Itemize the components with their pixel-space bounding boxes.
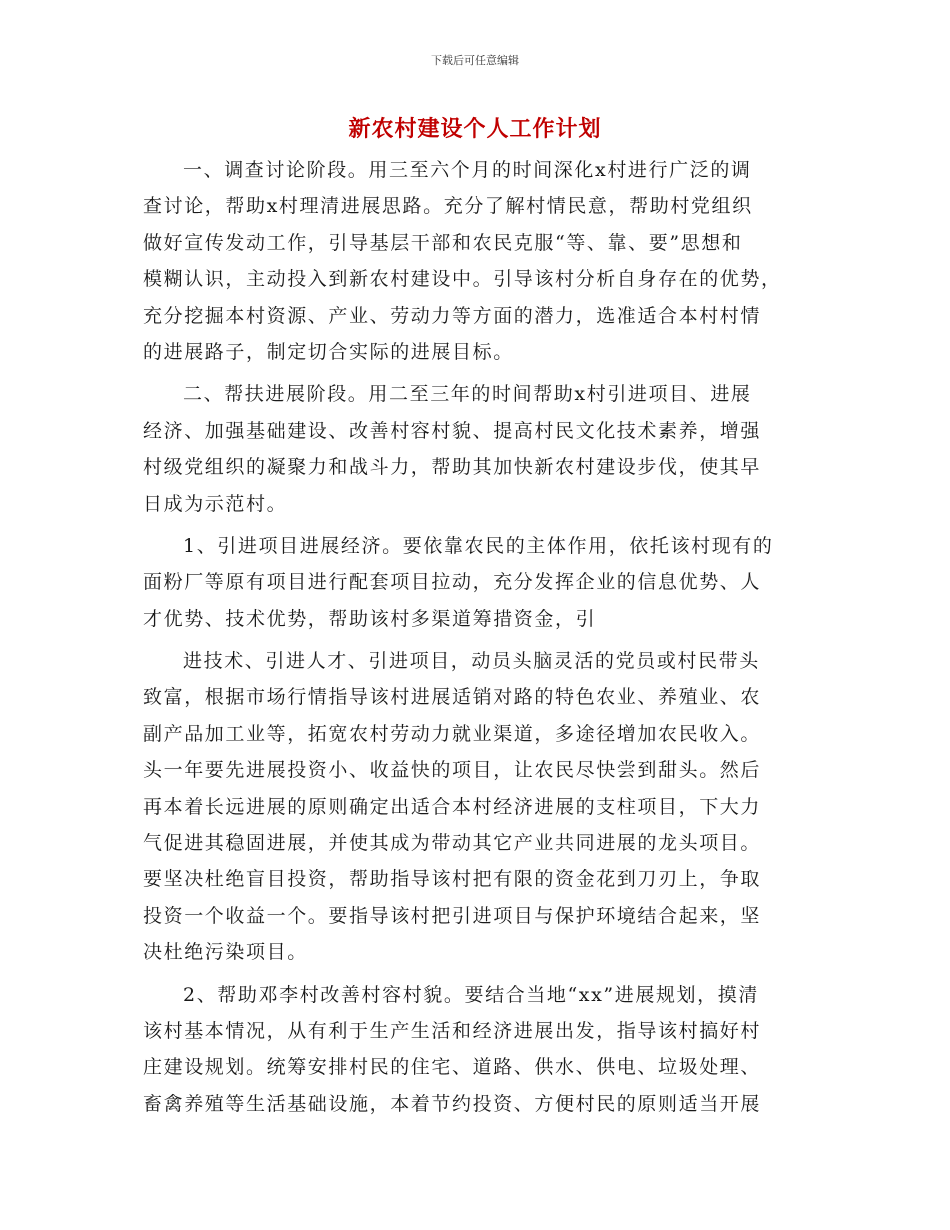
- text-line: 的进展路子，制定切合实际的进展目标。: [143, 340, 514, 363]
- page-header: 下载后可任意编辑: [431, 54, 519, 67]
- paragraph-3: [143, 528, 808, 637]
- text-line: 2、帮助邓李村改善村容村貌。要结合当地“xx”进展规划，摸清: [183, 983, 759, 1006]
- text-line: 面粉厂等原有项目进行配套项目拉动，充分发挥企业的信息优势、人: [143, 571, 762, 594]
- text-line: 畜禽养殖等生活基础设施，本着节约投资、方便村民的原则适当开展: [143, 1092, 762, 1115]
- text-line: 气促进其稳固进展，并使其成为带动其它产业共同进展的龙头项目。: [143, 832, 762, 855]
- paragraph-5: [143, 977, 808, 1123]
- text-line: 该村基本情况，从有利于生产生活和经济进展出发，指导该村搞好村: [143, 1019, 762, 1042]
- paragraph-2: [143, 376, 808, 522]
- text-line: 副产品加工业等，拓宽农村劳动力就业渠道，多途径增加农民收入。: [143, 722, 762, 745]
- text-line: 经济、加强基础建设、改善村容村貌、提高村民文化技术素养，增强: [143, 419, 762, 442]
- text-line: 二、帮扶进展阶段。用二至三年的时间帮助x村引进项目、进展: [183, 383, 752, 406]
- text-line: 投资一个收益一个。要指导该村把引进项目与保护环境结合起来，坚: [143, 904, 762, 927]
- text-line: 模糊认识，主动投入到新农村建设中。引导该村分析自身存在的优势，: [143, 268, 782, 291]
- text-line: 致富，根据市场行情指导该村进展适销对路的特色农业、养殖业、农: [143, 686, 762, 709]
- text-line: 才优势、技术优势，帮助该村多渠道筹措资金，引: [143, 607, 597, 630]
- text-line: 日成为示范村。: [143, 492, 288, 515]
- text-line: 做好宣传发动工作，引导基层干部和农民克服“等、靠、要”思想和: [143, 231, 743, 254]
- document-body: [143, 152, 808, 1122]
- paragraph-4: [143, 643, 808, 971]
- text-line: 要坚决杜绝盲目投资，帮助指导该村把有限的资金花到刀刃上，争取: [143, 868, 762, 891]
- text-line: 一、调查讨论阶段。用三至六个月的时间深化x村进行广泛的调: [183, 159, 752, 181]
- text-line: 查讨论，帮助x村理清进展思路。充分了解村情民意，帮助村党组织: [143, 195, 753, 218]
- text-line: 头一年要先进展投资小、收益快的项目，让农民尽快尝到甜头。然后: [143, 759, 762, 782]
- text-line: 村级党组织的凝聚力和战斗力，帮助其加快新农村建设步伐，使其早: [143, 456, 762, 479]
- document-title: 新农村建设个人工作计划: [348, 116, 602, 142]
- text-line: 决杜绝污染项目。: [143, 941, 308, 964]
- text-line: 充分挖掘本村资源、产业、劳动力等方面的潜力，选准适合本村村情: [143, 304, 762, 327]
- text-line: 进技术、引进人才、引进项目，动员头脑灵活的党员或村民带头: [183, 650, 760, 673]
- paragraph-1: [143, 152, 808, 370]
- text-line: 庄建设规划。统筹安排村民的住宅、道路、供水、供电、垃圾处理、: [143, 1056, 762, 1079]
- text-line: 1、引进项目进展经济。要依靠农民的主体作用，依托该村现有的: [183, 534, 774, 557]
- text-line: 再本着长远进展的原则确定出适合本村经济进展的支柱项目，下大力: [143, 795, 762, 818]
